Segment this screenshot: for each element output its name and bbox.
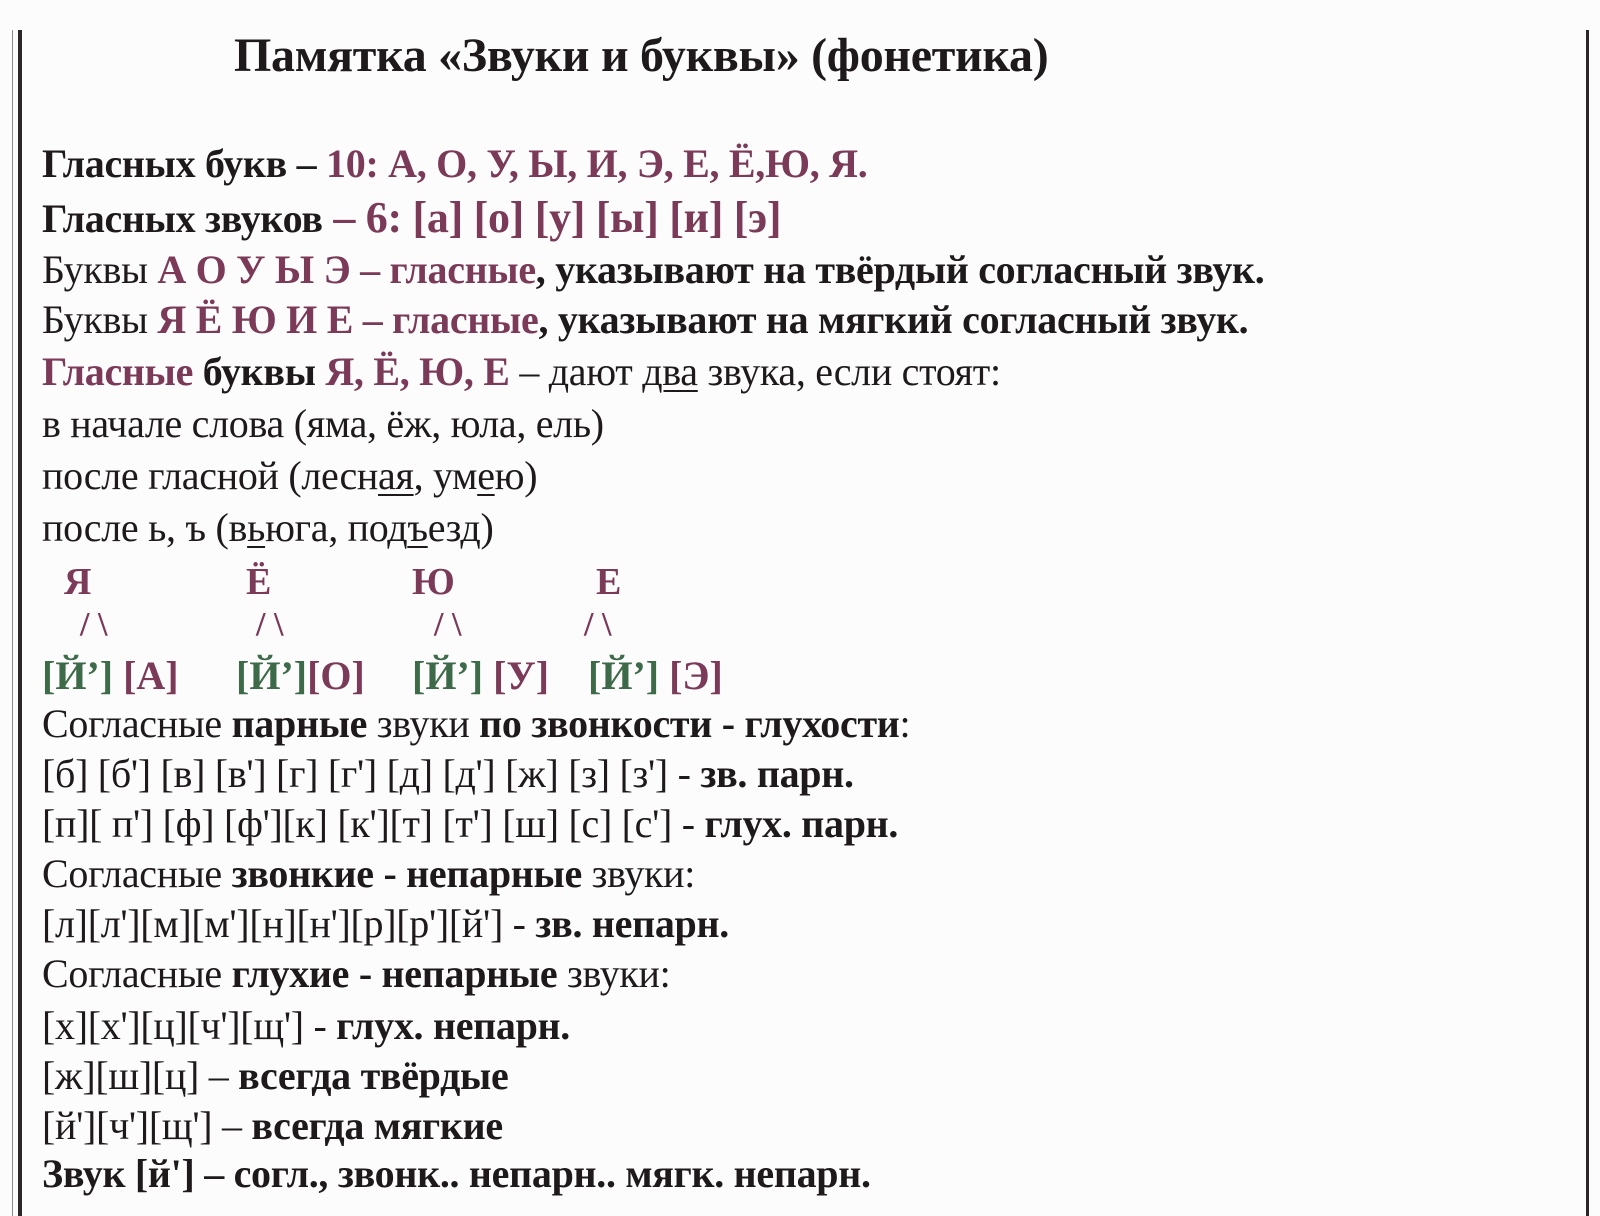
after-signs-line — [42, 504, 494, 551]
scan-edge-line — [12, 30, 13, 1216]
text-part: звуки: — [581, 851, 696, 896]
sounds-label: зв. непарн. — [535, 901, 729, 946]
hard-vowels: А О У Ы Э – гласные — [157, 247, 536, 292]
sounds-list: [б] [б'] [в] [в'] [г] [г'] [д] [д'] [ж] [з] [з'] - — [42, 751, 701, 796]
diagram-branch: / \ — [434, 606, 462, 643]
vowels-word: Гласные — [42, 349, 194, 394]
soft-vowels-rule: , указывают на мягкий согласный звук. — [538, 297, 1249, 342]
voiceless-paired-line — [42, 800, 898, 847]
sounds-list: [й'][ч'][щ'] – — [42, 1103, 252, 1148]
vowel-letters-list: 10: А, О, У, Ы, И, Э, Е, Ё,Ю, Я. — [326, 141, 868, 186]
text-part: , ум — [413, 453, 478, 498]
sounds-label: глух. непарн. — [336, 1003, 570, 1048]
bold-part: по звонкости - глухости — [479, 701, 900, 746]
diagram-pair — [236, 652, 365, 699]
text-part: : — [899, 701, 911, 746]
hard-vowels-line — [42, 246, 1264, 293]
dash: – — [286, 141, 327, 186]
vowel-letters-line — [42, 140, 867, 187]
j-sound: [Й’] — [588, 653, 660, 698]
text-part: после гласной (лесн — [42, 453, 379, 498]
voiceless-unpaired-heading — [42, 950, 670, 997]
vowel-sound: [О] — [307, 653, 365, 698]
bold-part: звонкие - непарные — [231, 851, 582, 896]
diagram-letter-ye: Е — [596, 561, 622, 603]
voiceless-unpaired-line — [42, 1002, 570, 1049]
text-part: звуки: — [557, 951, 671, 996]
sounds-label: всегда твёрдые — [238, 1053, 509, 1098]
soft-vowels: Я Ё Ю И Е – гласные — [157, 297, 539, 342]
two-word: два — [642, 349, 698, 394]
condition-text: звука, если стоят: — [697, 349, 1001, 394]
left-border-line — [18, 30, 22, 1216]
letters-word: Буквы — [42, 247, 158, 292]
text-part: звуки — [367, 701, 480, 746]
text-part: Согласные — [42, 851, 232, 896]
vowel-sound: [У] — [483, 653, 550, 698]
give-text: – дают — [509, 349, 643, 394]
text-part: после ь, ъ (в — [42, 505, 248, 550]
bold-part: глухие - непарные — [231, 951, 558, 996]
text-part: юга, под — [265, 505, 408, 550]
hard-vowels-rule: , указывают на твёрдый согласный звук. — [535, 247, 1265, 292]
two-sounds-line — [42, 348, 1001, 395]
word-start-line: в начале слова (яма, ёж, юла, ель) — [42, 401, 604, 446]
vowel-sounds-list: 6: [а] [о] [у] [ы] [и] [э] — [365, 193, 782, 242]
text-part: Согласные — [42, 951, 232, 996]
j-sound-line: Звук [й'] – согл., звонк.. непарн.. мягк. непарн. — [42, 1151, 871, 1196]
diagram-branch: / \ — [584, 606, 612, 643]
vowel-sounds-label: Гласных звуков — [42, 196, 323, 241]
diagram-letter-yu: Ю — [412, 561, 455, 603]
always-soft-line — [42, 1102, 503, 1149]
bold-part: парные — [231, 701, 368, 746]
soft-vowels-line — [42, 296, 1248, 343]
vowel-sounds-line — [42, 192, 781, 243]
text-part: Согласные — [42, 701, 232, 746]
page-title: Памятка «Звуки и буквы» (фонетика) — [234, 29, 1049, 82]
diagram-pair — [42, 652, 179, 699]
vowel-sound: [А] — [113, 653, 179, 698]
dash: – — [322, 193, 366, 242]
underlined-part: е — [477, 453, 495, 498]
sounds-list: [ж][ш][ц] – — [42, 1053, 239, 1098]
underlined-part: ь — [247, 505, 266, 550]
voiced-unpaired-line — [42, 900, 729, 947]
j-sound: [Й’] — [236, 653, 308, 698]
diagram-letter-ya: Я — [64, 561, 92, 603]
underlined-part: ъ — [407, 505, 428, 550]
voiced-unpaired-heading — [42, 850, 695, 897]
paired-consonants-heading — [42, 700, 910, 747]
text-part: езд) — [427, 505, 494, 550]
diagram-letter-yo: Ё — [246, 561, 272, 603]
vowel-letters-label: Гласных букв — [42, 141, 287, 186]
sounds-list: [х][х'][ц][ч'][щ'] - — [42, 1003, 337, 1048]
always-hard-line — [42, 1052, 508, 1099]
diagram-branch: / \ — [80, 606, 108, 643]
j-sound: [Й’] — [412, 653, 484, 698]
diagram-pair — [412, 652, 549, 699]
underlined-part: ая — [378, 453, 414, 498]
j-sound: [Й’] — [42, 653, 114, 698]
after-vowel-line — [42, 452, 537, 499]
sounds-label: глух. парн. — [704, 801, 899, 846]
letters-word: буквы — [193, 349, 326, 394]
sounds-list: [л][л'][м][м'][н][н'][р][р'][й'] - — [42, 901, 536, 946]
letters-word: Буквы — [42, 297, 158, 342]
vowel-sound: [Э] — [659, 653, 723, 698]
right-border-line — [1586, 30, 1589, 1216]
sounds-label: зв. парн. — [700, 751, 854, 796]
sounds-list: [п][ п'] [ф] [ф'][к] [к'][т] [т'] [ш] [с] [с'] - — [42, 801, 705, 846]
diagram-pair — [588, 652, 723, 699]
iotated-letters: Я, Ё, Ю, Е — [325, 349, 510, 394]
voiced-paired-line — [42, 750, 854, 797]
text-part: ю) — [494, 453, 538, 498]
diagram-branch: / \ — [256, 606, 284, 643]
sounds-label: всегда мягкие — [251, 1103, 503, 1148]
